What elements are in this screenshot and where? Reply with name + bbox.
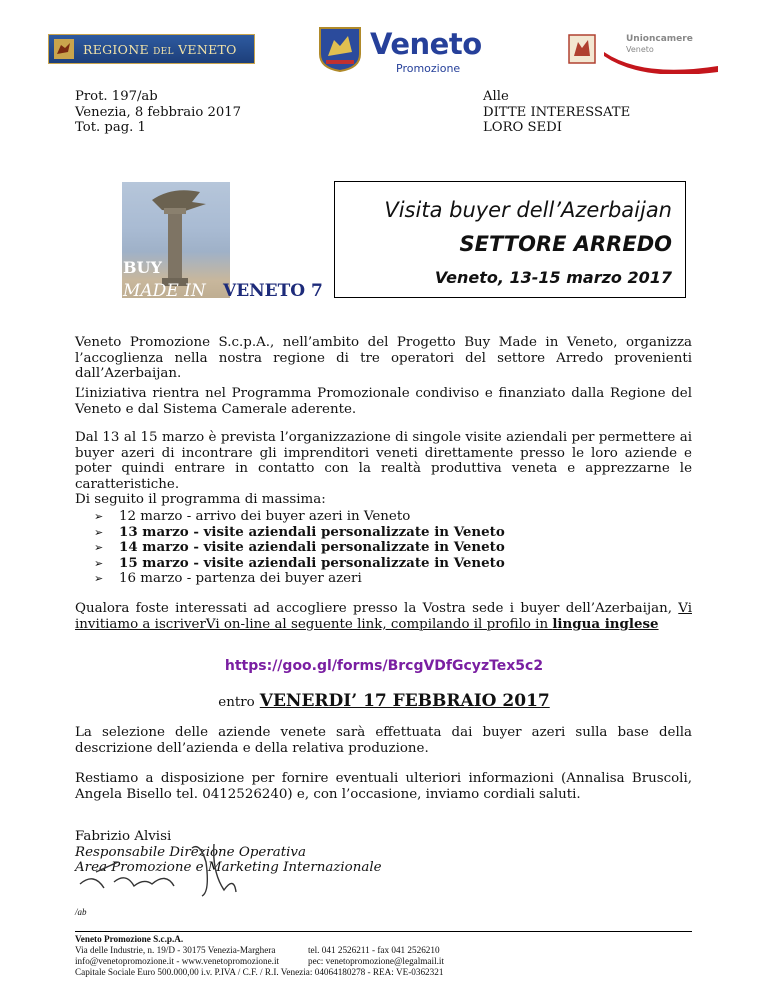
paragraph-funding: L’iniziativa rientra nel Programma Promozionale condiviso e finanziato dalla Regione del Veneto e dal Sistema Camerale aderente. bbox=[75, 386, 692, 417]
deadline-line bbox=[0, 691, 768, 711]
veneto-promozione-logo bbox=[318, 26, 482, 75]
arrow-bullet-icon: ➢ bbox=[94, 572, 104, 585]
handwritten-signature-icon bbox=[74, 832, 274, 898]
registration-language: lingua inglese bbox=[552, 615, 659, 632]
veneto-7-label: VENETO 7 bbox=[223, 281, 323, 301]
regione-veneto-logo bbox=[48, 34, 255, 64]
paragraph-registration bbox=[75, 601, 692, 632]
red-swoosh-icon bbox=[602, 48, 720, 74]
footer-divider bbox=[75, 931, 692, 932]
recipient-line-3: LORO SEDI bbox=[483, 120, 562, 135]
footer-web: info@venetopromozione.it - www.venetopromozione.it bbox=[75, 956, 280, 966]
regione-word: REGIONE bbox=[83, 41, 149, 57]
winged-lion-icon bbox=[568, 34, 596, 64]
initials: /ab bbox=[75, 907, 87, 917]
recipient-line-2: DITTE INTERESSATE bbox=[483, 104, 631, 120]
signer-role-2: Area Promozione e Marketing Internazionale bbox=[75, 860, 382, 875]
lion-crest-icon bbox=[318, 26, 362, 72]
footer-capital: Capitale Sociale Euro 500.000,00 i.v. P.IVA / C.F. / R.I. Venezia: 04064180278 - REA: VE-0362321 bbox=[75, 967, 444, 977]
protocol-number: Prot. 197/ab bbox=[75, 89, 158, 104]
protocol-block bbox=[75, 89, 241, 136]
program-list bbox=[94, 509, 505, 587]
footer-pec: pec: venetopromozione@legalmail.it bbox=[308, 956, 445, 966]
promozione-wordmark: Promozione bbox=[396, 62, 461, 75]
regione-del: DEL bbox=[153, 46, 174, 57]
arrow-bullet-icon: ➢ bbox=[94, 510, 104, 523]
paragraph-selection: La selezione delle aziende venete sarà effettuata dai buyer azeri sulla base della descrizione dell’azienda e della relativa produzione. bbox=[75, 725, 692, 756]
arrow-bullet-icon: ➢ bbox=[94, 525, 104, 539]
regione-veneto-word: VENETO bbox=[178, 41, 237, 57]
program-intro: Di seguito il programma di massima: bbox=[75, 492, 326, 507]
page-count: Tot. pag. 1 bbox=[75, 120, 146, 135]
made-in-label: MADE IN bbox=[123, 281, 206, 301]
program-item: ➢ 15 marzo - visite aziendali personalizzate in Veneto bbox=[94, 554, 505, 571]
arrow-bullet-icon: ➢ bbox=[94, 541, 104, 554]
deadline-date: VENERDI’ 17 FEBBRAIO 2017 bbox=[259, 691, 550, 711]
recipient-block bbox=[483, 89, 630, 136]
recipient-line-1: Alle bbox=[483, 89, 509, 104]
unioncamere-veneto-word: Veneto bbox=[626, 45, 654, 54]
registration-invite: Vi invitiamo a iscriverVi on-line al seguente link, compilando il profilo in bbox=[75, 601, 692, 632]
footer-company: Veneto Promozione S.c.p.A. bbox=[75, 934, 184, 944]
footer-phone: tel. 041 2526211 - fax 041 2526210 bbox=[308, 945, 440, 955]
unioncamere-logo bbox=[568, 34, 718, 74]
place-date: Venezia, 8 febbraio 2017 bbox=[75, 104, 242, 120]
footer-address: Via delle Industrie, n. 19/D - 30175 Venezia-Marghera bbox=[75, 945, 276, 955]
unioncamere-word: Unioncamere bbox=[626, 34, 693, 44]
arrow-bullet-icon: ➢ bbox=[94, 556, 104, 570]
event-title: Visita buyer dell’Azerbaijan bbox=[384, 198, 672, 222]
lion-icon bbox=[53, 38, 75, 60]
program-item: ➢ 13 marzo - visite aziendali personalizzate in Veneto bbox=[94, 523, 505, 540]
registration-link[interactable]: https://goo.gl/forms/BrcgVDfGcyzTex5c2 bbox=[224, 658, 544, 674]
veneto-wordmark: Veneto bbox=[370, 27, 482, 61]
program-item: ➢ 12 marzo - arrivo dei buyer azeri in Veneto bbox=[94, 509, 411, 524]
event-dates: Veneto, 13-15 marzo 2017 bbox=[434, 268, 672, 287]
event-title-box bbox=[334, 181, 686, 298]
program-item: ➢ 14 marzo - visite aziendali personalizzate in Veneto bbox=[94, 539, 505, 555]
paragraph-visits-text: Dal 13 al 15 marzo è prevista l’organizzazione di singole visite aziendali per permettere ai buyer azeri di incontrare gli imprenditori veneti direttamente presso le loro aziende e poter quindi entrare in contatto con la realtà produttiva veneta e apprezzarne le caratteristiche. bbox=[75, 430, 692, 492]
registration-text: Qualora foste interessati ad accogliere presso la Vostra sede i buyer dell’Azerbaijan, bbox=[75, 601, 679, 616]
paragraph-visits bbox=[75, 430, 692, 508]
event-sector: SETTORE ARREDO bbox=[459, 232, 672, 256]
signer-name: Fabrizio Alvisi bbox=[75, 829, 172, 844]
paragraph-contacts: Restiamo a disposizione per fornire eventuali ulteriori informazioni (Annalisa Bruscoli, Angela Bisello tel. 0412526240) e, con l’occasione, inviamo cordiali saluti. bbox=[75, 771, 692, 802]
buy-label: BUY bbox=[123, 258, 162, 277]
paragraph-intro: Veneto Promozione S.c.p.A., nell’ambito del Progetto Buy Made in Veneto, organizza l’accoglienza nella nostra regione di tre operatori del settore Arredo provenienti dall’Azerbaijan. bbox=[75, 335, 692, 381]
deadline-prefix: entro bbox=[218, 695, 255, 710]
program-item: ➢ 16 marzo - partenza dei buyer azeri bbox=[94, 571, 362, 586]
signer-role-1: Responsabile Direzione Operativa bbox=[75, 844, 306, 860]
